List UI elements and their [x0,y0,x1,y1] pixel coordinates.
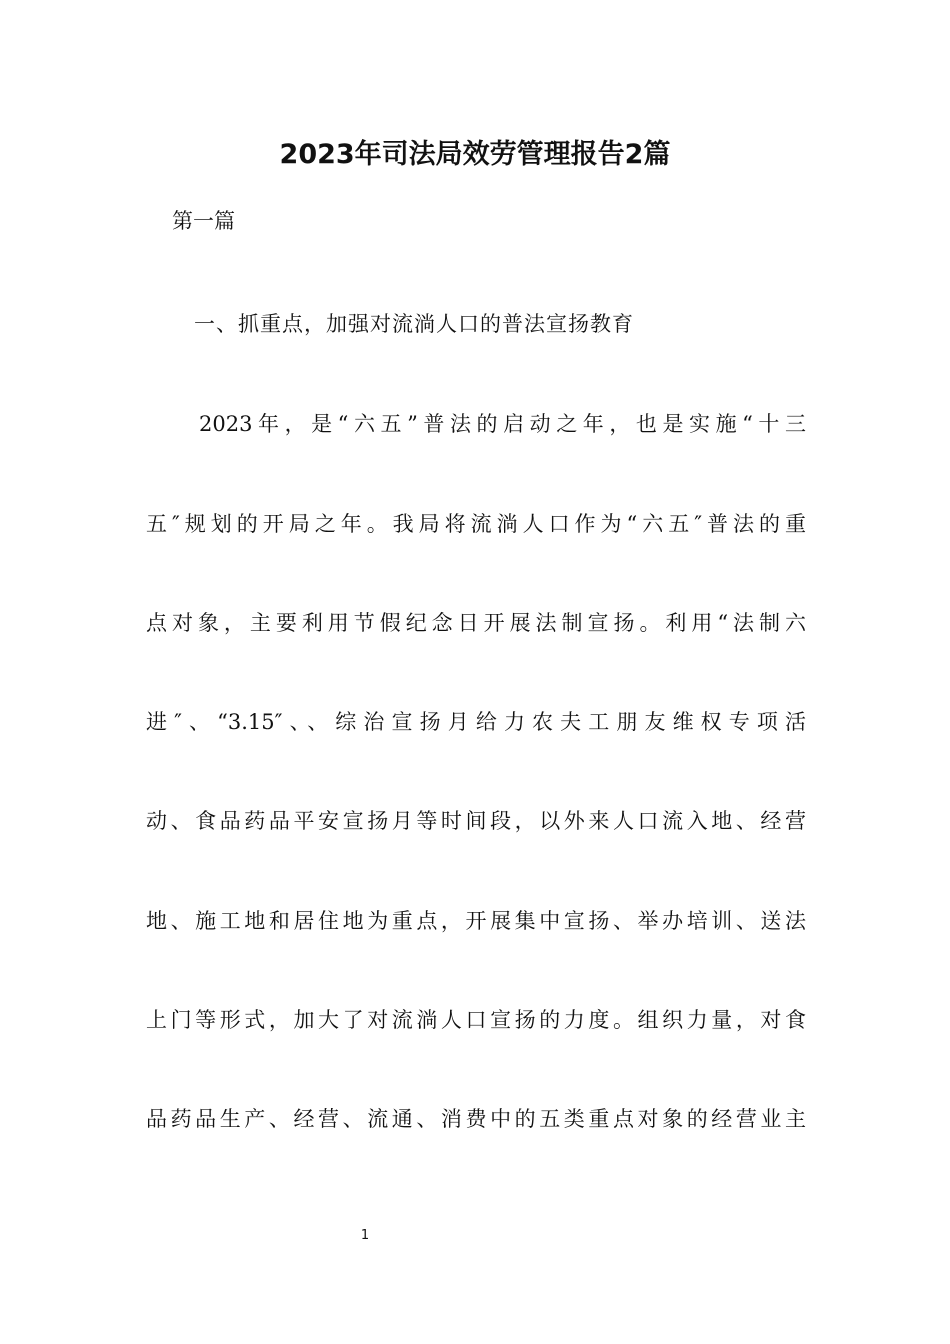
document-title: 2023年司法局效劳管理报告2篇 [279,139,671,170]
section-heading: 一、抓重点，加强对流淌人口的普法宣扬教育 [194,312,634,336]
paragraph-line: 点对象，主要利用节假纪念日开展法制宣扬。利用“法制六 [146,611,806,635]
part-label: 第一篇 [172,209,235,233]
page-number: 1 [360,1228,370,1243]
paragraph-line: 2023年，是“六五”普法的启动之年，也是实施“十三 [199,412,806,436]
paragraph-line: 地、施工地和居住地为重点，开展集中宣扬、举办培训、送法 [146,909,806,933]
paragraph-line: 上门等形式，加大了对流淌人口宣扬的力度。组织力量，对食 [146,1008,806,1032]
paragraph-line: 五″规划的开局之年。我局将流淌人口作为“六五″普法的重 [146,512,806,536]
paragraph-line: 动、食品药品平安宣扬月等时间段，以外来人口流入地、经营 [146,809,806,833]
paragraph-line: 进″、“3.15″、、综治宣扬月给力农夫工朋友维权专项活 [146,710,806,734]
paragraph-line: 品药品生产、经营、流通、消费中的五类重点对象的经营业主 [146,1107,806,1131]
